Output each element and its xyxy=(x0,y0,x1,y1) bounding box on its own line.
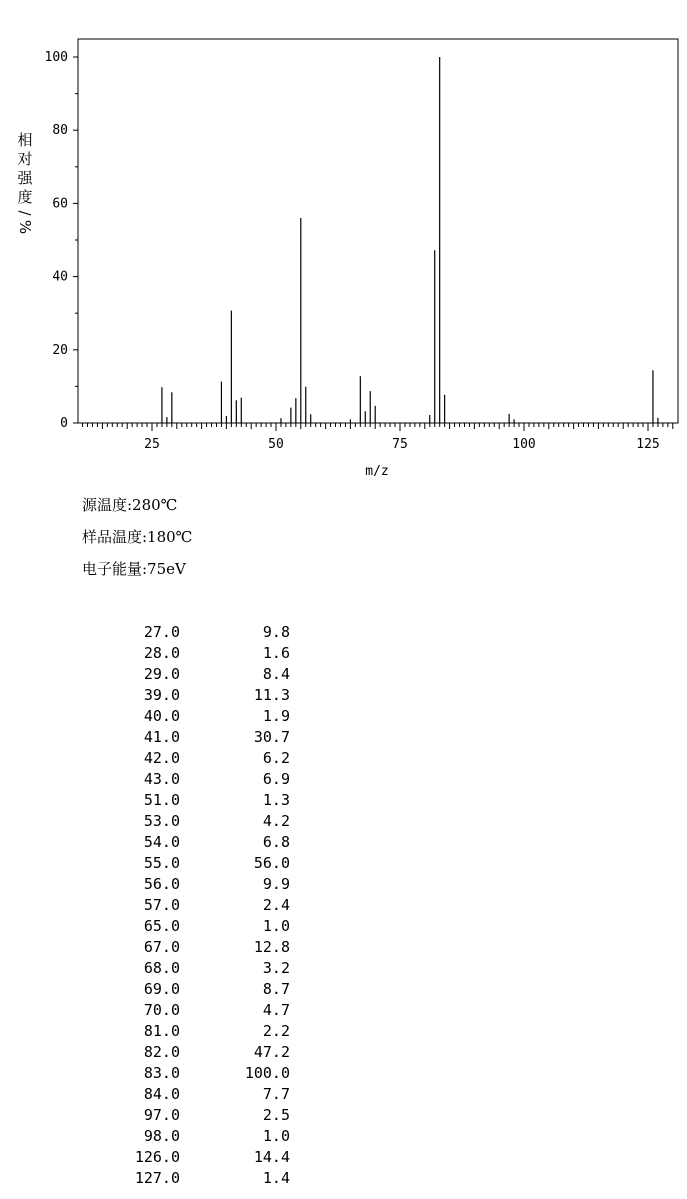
table-row xyxy=(100,769,300,790)
x-tick-label: 25 xyxy=(144,437,160,452)
peak-bars xyxy=(162,57,658,423)
table-row xyxy=(100,622,300,643)
table-row xyxy=(100,1063,300,1084)
peak-mz: 28.0 xyxy=(143,644,180,662)
y-label-char: 强 xyxy=(17,169,33,187)
y-label-char: % xyxy=(16,219,34,235)
table-row xyxy=(100,853,300,874)
peak-mz: 83.0 xyxy=(143,1064,180,1082)
peak-abundance: 1.9 xyxy=(262,707,290,725)
peak-abundance: 11.3 xyxy=(253,686,290,704)
peak-mz: 51.0 xyxy=(143,791,180,809)
table-row xyxy=(100,664,300,685)
peak-abundance: 1.4 xyxy=(262,1169,290,1187)
table-row xyxy=(100,1105,300,1126)
peak-abundance: 9.8 xyxy=(262,623,290,641)
table-row xyxy=(100,1147,300,1168)
table-row xyxy=(100,916,300,937)
peak-mz: 69.0 xyxy=(143,980,180,998)
peak-abundance: 56.0 xyxy=(253,854,290,872)
peak-table xyxy=(100,622,300,1189)
y-tick-label: 60 xyxy=(52,196,68,212)
table-row xyxy=(100,895,300,916)
peak-mz: 82.0 xyxy=(143,1043,180,1061)
table-row xyxy=(100,979,300,1000)
peak-mz: 54.0 xyxy=(143,833,180,851)
y-label-char: 度 xyxy=(17,188,33,206)
table-row xyxy=(100,958,300,979)
x-tick-label: 100 xyxy=(512,437,536,452)
peak-mz: 57.0 xyxy=(143,896,180,914)
table-row xyxy=(100,1084,300,1105)
table-row xyxy=(100,1000,300,1021)
x-axis xyxy=(83,423,673,452)
sample-temperature: 样品温度:180℃ xyxy=(82,528,193,546)
peak-abundance: 1.6 xyxy=(262,644,290,662)
x-tick-label: 50 xyxy=(268,437,284,452)
peak-abundance: 2.4 xyxy=(262,896,290,914)
peak-mz: 56.0 xyxy=(143,875,180,893)
table-row xyxy=(100,1021,300,1042)
peak-mz: 27.0 xyxy=(143,623,180,641)
y-label-char: 对 xyxy=(17,150,33,168)
peak-abundance: 100.0 xyxy=(244,1064,290,1082)
peak-mz: 29.0 xyxy=(143,665,180,683)
peak-mz: 43.0 xyxy=(143,770,180,788)
electron-energy: 电子能量:75eV xyxy=(82,560,186,578)
plot-frame xyxy=(78,39,678,423)
peak-mz: 127.0 xyxy=(134,1169,180,1187)
y-axis xyxy=(45,50,78,431)
peak-mz: 41.0 xyxy=(143,728,180,746)
table-row xyxy=(100,643,300,664)
peak-abundance: 47.2 xyxy=(253,1043,290,1061)
y-tick-label: 40 xyxy=(52,269,68,285)
table-row xyxy=(100,811,300,832)
peak-mz: 55.0 xyxy=(143,854,180,872)
peak-abundance: 6.2 xyxy=(262,749,290,767)
peak-abundance: 14.4 xyxy=(253,1148,290,1166)
table-row xyxy=(100,1168,300,1189)
peak-mz: 65.0 xyxy=(143,917,180,935)
peak-abundance: 30.7 xyxy=(253,728,290,746)
y-tick-label: 20 xyxy=(52,342,68,358)
x-tick-label: 75 xyxy=(392,437,408,452)
peak-mz: 67.0 xyxy=(143,938,180,956)
table-row xyxy=(100,874,300,895)
peak-abundance: 6.9 xyxy=(262,770,290,788)
table-row xyxy=(100,685,300,706)
peak-abundance: 12.8 xyxy=(253,938,290,956)
table-row xyxy=(100,937,300,958)
peak-abundance: 3.2 xyxy=(262,959,290,977)
table-row xyxy=(100,748,300,769)
peak-abundance: 9.9 xyxy=(262,875,290,893)
x-tick-label: 125 xyxy=(636,437,660,452)
peak-mz: 53.0 xyxy=(143,812,180,830)
peak-abundance: 6.8 xyxy=(262,833,290,851)
peak-abundance: 4.2 xyxy=(262,812,290,830)
y-label-char: 相 xyxy=(17,131,33,149)
peak-abundance: 1.0 xyxy=(262,1127,290,1145)
peak-mz: 97.0 xyxy=(143,1106,180,1124)
peak-abundance: 7.7 xyxy=(262,1085,290,1103)
table-row xyxy=(100,706,300,727)
peak-mz: 98.0 xyxy=(143,1127,180,1145)
peak-mz: 84.0 xyxy=(143,1085,180,1103)
peak-mz: 70.0 xyxy=(143,1001,180,1019)
conditions-panel xyxy=(82,494,192,590)
peak-mz: 68.0 xyxy=(143,959,180,977)
table-row xyxy=(100,727,300,748)
y-label-char: / xyxy=(16,210,34,216)
y-tick-label: 80 xyxy=(52,123,68,139)
source-temperature: 源温度:280℃ xyxy=(82,496,178,514)
peak-mz: 42.0 xyxy=(143,749,180,767)
peak-abundance: 8.7 xyxy=(262,980,290,998)
peak-abundance: 4.7 xyxy=(262,1001,290,1019)
peak-abundance: 8.4 xyxy=(262,665,290,683)
x-axis-label: m/z xyxy=(365,464,389,479)
peak-abundance: 1.3 xyxy=(262,791,290,809)
table-row xyxy=(100,1042,300,1063)
peak-mz: 81.0 xyxy=(143,1022,180,1040)
table-row xyxy=(100,832,300,853)
peak-mz: 40.0 xyxy=(143,707,180,725)
y-axis-label xyxy=(16,131,34,234)
y-tick-label: 0 xyxy=(60,416,68,431)
table-row xyxy=(100,1126,300,1147)
peak-abundance: 1.0 xyxy=(262,917,290,935)
peak-mz: 126.0 xyxy=(134,1148,180,1166)
peak-abundance: 2.5 xyxy=(262,1106,290,1124)
mass-spectrum-chart xyxy=(0,0,687,490)
peak-mz: 39.0 xyxy=(143,686,180,704)
table-row xyxy=(100,790,300,811)
y-tick-label: 100 xyxy=(44,50,68,65)
peak-abundance: 2.2 xyxy=(262,1022,290,1040)
